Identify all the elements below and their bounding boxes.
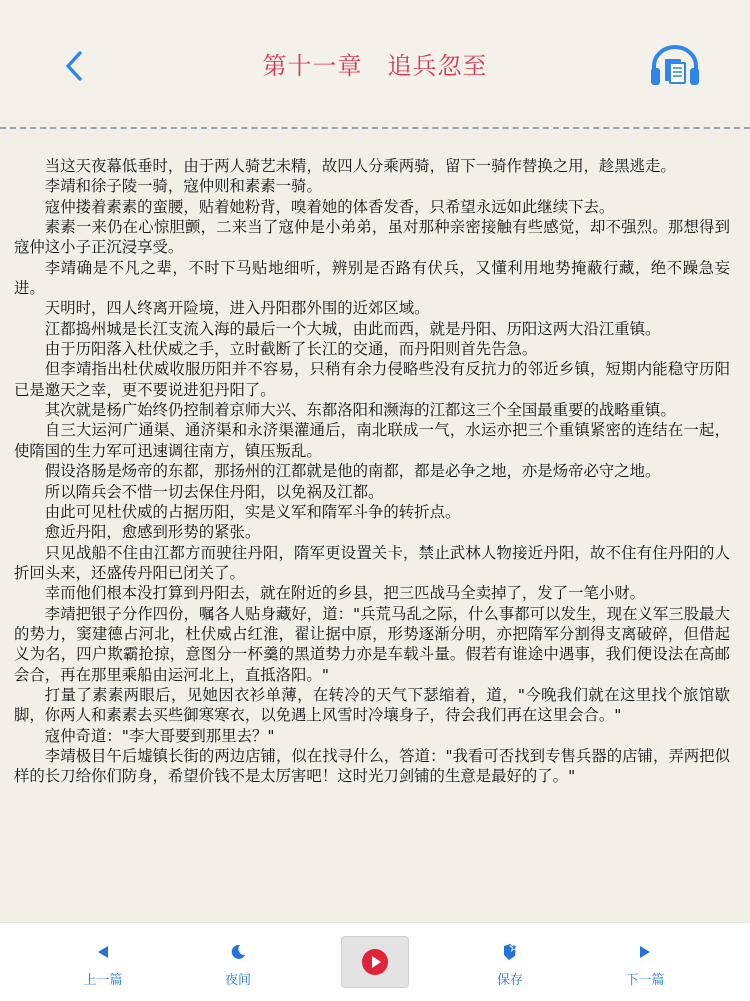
paragraph: 打量了素素两眼后，见她因衣衫单薄，在转冷的天气下瑟缩着，道，"今晚我们就在这里找个旅馆歇脚，你两人和素素去买些御寒寒衣，以免遇上风雪时冷壤身子，待会我们再在这里会合。": [14, 685, 730, 725]
header-divider: [0, 127, 750, 129]
paragraph: 李靖把银子分作四份，嘱各人贴身藏好，道："兵荒马乱之际，什么事都可以发生，现在义军三股最大的势力，窦建德占河北，杜伏威占红淮，翟让据中原，形势逐渐分明，亦把隋军分割得支离破碎，但借起义为名，四户欺霸抢掠，意图分一杯羹的黑道势力亦是车载斗量。假若有谁途中遇事，我们便设法在高邮会合，再在那里乘船由运河北上，直抵洛阳。": [14, 604, 730, 684]
paragraph: 李靖和徐子陵一骑，寇仲则和素素一骑。: [44, 177, 322, 196]
paragraph: 由于历阳落入杜伏威之手，立时截断了长江的交通，而丹阳则首先告急。: [44, 340, 538, 359]
paragraph: 寇仲奇道："李大哥要到那里去？": [44, 726, 275, 745]
paragraph: 幸而他们根本没打算到丹阳去，就在附近的乡县，把三匹战马全卖掉了，发了一笔小财。: [44, 584, 646, 603]
triangle-left-icon: [96, 945, 110, 959]
paragraph: 素素一来仍在心惊胆颤，二来当了寇仲是小弟弟，虽对那种亲密接触有些感觉，却不强烈。那想得到寇仲这小子正沉浸享受。: [14, 218, 730, 257]
triangle-right-icon: [638, 945, 652, 959]
moon-icon: [230, 944, 246, 960]
paragraph: 李靖极目午后墟镇长街的两边店铺，似在找寻什么，答道："我看可否找到专售兵器的店铺，弄两把似样的长刀给你们防身，希望价钱不是太厉害吧！这时光刀剑铺的生意是最好的了。": [14, 746, 730, 786]
paragraph: 寇仲搂着素素的蛮腰，贴着她粉背，嗅着她的体香发香，只希望永远如此继续下去。: [44, 197, 615, 216]
paragraph: 江都捣州城是长江支流入海的最后一个大城，由此而西，就是丹阳、历阳这两大沿江重镇。: [44, 319, 661, 338]
previous-chapter-button[interactable]: [58, 933, 148, 993]
paragraph: 但李靖指出杜伏威收服历阳并不容易，只稍有余力侵略些没有反抗力的邻近乡镇，短期内能稳守历阳已是邀天之幸，更不要说进犯丹阳了。: [14, 360, 730, 399]
audio-listen-button[interactable]: [648, 44, 702, 88]
night-mode-button[interactable]: [193, 933, 283, 993]
previous-chapter-label: 上一篇: [83, 973, 123, 988]
chapter-title: 第十一章 追兵忽至: [262, 52, 488, 80]
paragraph: 所以隋兵会不惜一切去保住丹阳，以免祸及江都。: [44, 482, 384, 501]
chapter-content[interactable]: [14, 156, 730, 922]
play-button[interactable]: [341, 936, 409, 988]
save-button[interactable]: [465, 933, 555, 993]
paragraph: 天明时，四人终离开险境，进入丹阳郡外围的近郊区域。: [44, 299, 430, 318]
paragraph: 由此可见杜伏威的占据历阳，实是义军和隋军斗争的转折点。: [44, 502, 461, 521]
night-mode-label: 夜间: [224, 973, 251, 988]
paragraph: 当这天夜幕低垂时，由于两人骑艺未精，故四人分乘两骑，留下一骑作替换之用，趁黑逃走。: [44, 157, 676, 175]
paragraph: 假设洛肠是炀帝的东都，那扬州的江都就是他的南都，都是必争之地，亦是炀帝必守之地。: [44, 462, 661, 481]
paragraph: 自三大运河广通渠、通济渠和永济渠灌通后，南北联成一气，水运亦把三个重镇紧密的连结在一起，使隋国的生力军可迅速调往南方，镇压叛乱。: [14, 421, 730, 460]
reader-header: [0, 0, 750, 120]
next-chapter-button[interactable]: [600, 933, 690, 993]
paragraph: 愈近丹阳，愈感到形势的紧张。: [44, 523, 261, 542]
paragraph: 只见战船不住由江都方而驶往丹阳，隋军更设置关卡，禁止武林人物接近丹阳，故不住有住丹阳的人折回头来，还盛传丹阳已闭关了。: [14, 543, 730, 582]
paragraph: 其次就是杨广始终仍控制着京师大兴、东都洛阳和濒海的江都这三个全国最重要的战略重镇。: [44, 401, 676, 420]
paragraph: 李靖确是不凡之辈，不时下马贴地细听，辨别是否路有伏兵，又懂利用地势掩蔽行藏，绝不躁急妄进。: [14, 258, 730, 298]
headphones-book-icon: [648, 44, 702, 88]
bookmark-star-icon: [501, 943, 519, 961]
next-chapter-label: 下一篇: [625, 973, 665, 988]
play-icon: [361, 948, 389, 976]
save-label: 保存: [496, 973, 523, 988]
